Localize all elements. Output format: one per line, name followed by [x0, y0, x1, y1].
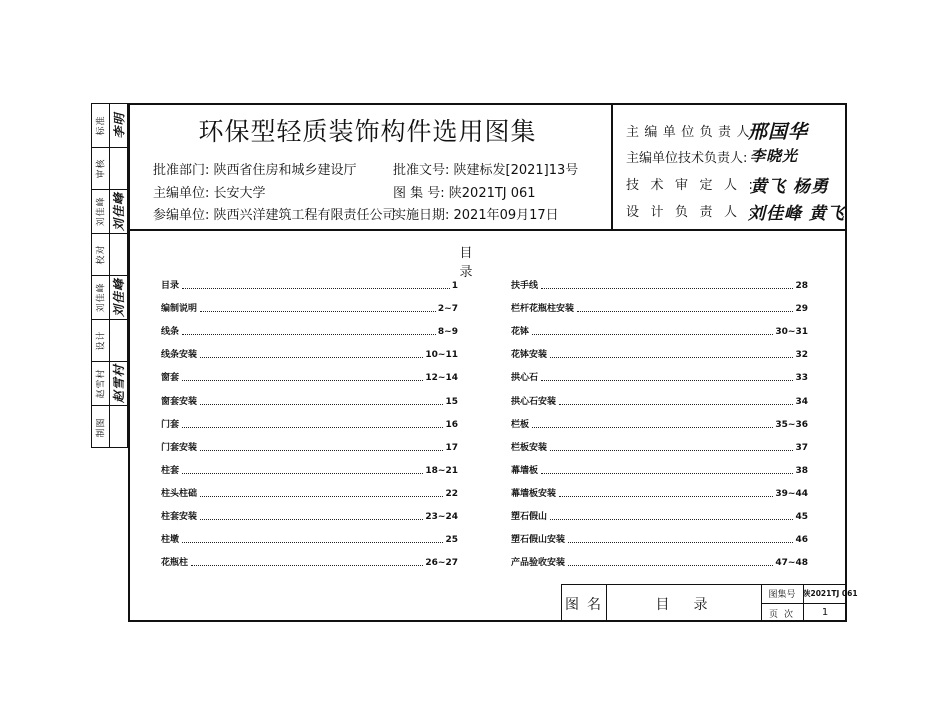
toc-leader-dots [200, 311, 436, 312]
toc-entry-page: 29 [795, 304, 808, 314]
sign-strip-cell [91, 103, 128, 147]
toc-entry-name: 花钵 [511, 327, 530, 337]
toc-leader-dots [200, 450, 443, 451]
toc-entry-page: 25 [445, 535, 458, 545]
toc-leader-dots [568, 565, 773, 566]
sign-strip-label: 制图 [96, 416, 107, 438]
toc-entry[interactable] [161, 393, 458, 407]
header-bottom-line [128, 229, 847, 231]
approval-doc: 批准文号: 陕建标发[2021]13号 [393, 163, 579, 178]
atlas-no-label: 图集号 [768, 590, 796, 600]
toc-entry-name: 栏板安装 [511, 443, 548, 453]
toc-entry-page: 26~27 [425, 558, 458, 568]
toc-entry-page: 1 [451, 281, 458, 291]
toc-entry[interactable] [511, 277, 808, 291]
toc-leader-dots [550, 519, 793, 520]
toc-entry-page: 32 [795, 350, 808, 360]
toc-entry[interactable] [161, 300, 458, 314]
toc-entry-name: 塑石假山 [511, 512, 548, 522]
sign-strip-signature: 赵雪村 [112, 363, 127, 404]
toc-entry-page: 37 [795, 443, 808, 453]
sign-strip-label: 刘佳峰 [96, 282, 107, 313]
toc-entry[interactable] [161, 369, 458, 383]
sign-strip-label: 设计 [96, 330, 107, 351]
chief-unit-head-label: 主编单位负责人: [626, 125, 765, 140]
toc-entry[interactable] [511, 462, 808, 476]
toc-entry-name: 幕墙板 [511, 466, 539, 476]
toc-entry-page: 22 [445, 489, 458, 499]
sign-strip-label: 刘佳峰 [96, 196, 107, 227]
toc-entry-page: 16 [445, 420, 458, 430]
toc-entry-page: 2~7 [437, 304, 458, 314]
sign-strip-label: 赵雪村 [96, 368, 107, 399]
sign-strip-cell [91, 189, 128, 233]
sign-strip-signature [109, 148, 128, 189]
toc-entry-page: 12~14 [425, 373, 458, 383]
toc-leader-dots [550, 357, 793, 358]
drawing-name-label: 图名 [565, 597, 609, 613]
chief-unit: 主编单位: 长安大学 [153, 186, 266, 201]
toc-entry-name: 柱头柱础 [161, 489, 198, 499]
technical-reviewer-signature: 黄飞 杨勇 [750, 177, 829, 197]
sign-strip-signature: 刘佳峰 [112, 191, 127, 232]
toc-entry[interactable] [161, 277, 458, 291]
drawing-name: 目录 [655, 597, 732, 613]
technical-head-label: 主编单位技术负责人: [626, 151, 748, 166]
toc-entry-page: 8~9 [437, 327, 458, 337]
sign-strip-cell [91, 147, 128, 189]
sign-strip-cell [91, 233, 128, 275]
toc-entry[interactable] [511, 300, 808, 314]
toc-entry[interactable] [161, 323, 458, 337]
toc-entry[interactable] [511, 323, 808, 337]
toc-leader-dots [541, 380, 793, 381]
toc-leader-dots [532, 427, 773, 428]
toc-entry-page: 34 [795, 397, 808, 407]
toc-entry[interactable] [161, 508, 458, 522]
toc-entry[interactable] [511, 369, 808, 383]
toc-entry-name: 栏杆花瓶柱安装 [511, 304, 575, 314]
toc-entry-page: 33 [795, 373, 808, 383]
toc-leader-dots [559, 496, 773, 497]
sign-strip-signature: 李明 [112, 111, 127, 139]
toc-entry-page: 38 [795, 466, 808, 476]
toc-entry-page: 45 [795, 512, 808, 522]
toc-entry[interactable] [161, 462, 458, 476]
toc-leader-dots [182, 473, 423, 474]
toc-entry[interactable] [161, 531, 458, 545]
toc-entry[interactable] [511, 554, 808, 568]
toc-entry-name: 栏板 [511, 420, 530, 430]
atlas-title: 环保型轻质装饰构件选用图集 [198, 117, 537, 146]
toc-entry-name: 花钵安装 [511, 350, 548, 360]
toc-entry[interactable] [511, 439, 808, 453]
toc-entry[interactable] [161, 439, 458, 453]
toc-entry[interactable] [511, 485, 808, 499]
toc-entry[interactable] [511, 531, 808, 545]
page-no-label: 页次 [768, 610, 799, 620]
toc-entry-page: 47~48 [775, 558, 808, 568]
toc-entry-page: 17 [445, 443, 458, 453]
approval-dept: 批准部门: 陕西省住房和城乡建设厅 [153, 163, 357, 178]
toc-entry-name: 拱心石 [511, 373, 539, 383]
toc-entry-name: 塑石假山安装 [511, 535, 566, 545]
toc-entry-page: 46 [795, 535, 808, 545]
design-lead-label: 设计负责人: [626, 205, 765, 220]
toc-entry[interactable] [161, 416, 458, 430]
toc-leader-dots [182, 380, 423, 381]
co-editor-unit: 参编单位: 陕西兴洋建筑工程有限责任公司 [153, 208, 396, 223]
header-divider [611, 103, 613, 230]
sign-strip-signature: 刘佳峰 [112, 277, 127, 318]
toc-entry-page: 39~44 [775, 489, 808, 499]
toc-entry[interactable] [511, 508, 808, 522]
toc-entry-name: 目录 [161, 281, 180, 291]
toc-entry-page: 15 [445, 397, 458, 407]
sign-strip-cell [91, 319, 128, 361]
toc-leader-dots [200, 404, 443, 405]
toc-entry-name: 窗套 [161, 373, 180, 383]
toc-entry-name: 线条 [161, 327, 180, 337]
sign-strip-signature [109, 234, 128, 275]
toc-leader-dots [568, 542, 793, 543]
design-lead-signature: 刘佳峰 黄飞 [748, 204, 845, 224]
toc-leader-dots [182, 542, 443, 543]
toc-entry[interactable] [511, 416, 808, 430]
sign-strip-cell [91, 361, 128, 405]
toc-entry-name: 线条安装 [161, 350, 198, 360]
toc-leader-dots [182, 427, 443, 428]
toc-entry-page: 28 [795, 281, 808, 291]
toc-entry-name: 柱墩 [161, 535, 180, 545]
page-no-value: 1 [821, 607, 829, 618]
technical-head-signature: 李晓光 [750, 147, 799, 165]
toc-entry-name: 门套 [161, 420, 180, 430]
toc-entry-name: 产品验收安装 [511, 558, 566, 568]
technical-reviewer-label: 技术审定人: [626, 178, 765, 193]
atlas-number: 图 集 号: 陕2021TJ 061 [393, 186, 536, 201]
toc-leader-dots [532, 334, 773, 335]
sign-strip-label: 标准 [96, 114, 107, 136]
toc-heading: 目录 [459, 246, 501, 280]
atlas-no-value: 陕2021TJ 061 [803, 589, 858, 598]
sign-strip-signature [109, 406, 128, 448]
toc-leader-dots [182, 288, 450, 289]
toc-entry[interactable] [511, 393, 808, 407]
toc-entry-name: 拱心石安装 [511, 397, 557, 407]
toc-leader-dots [559, 404, 793, 405]
toc-entry[interactable] [161, 554, 458, 568]
toc-entry-name: 门套安装 [161, 443, 198, 453]
sign-strip-signature [109, 320, 128, 361]
toc-entry-page: 10~11 [425, 350, 458, 360]
toc-leader-dots [541, 288, 793, 289]
toc-entry-page: 23~24 [425, 512, 458, 522]
sign-strip-label: 审核 [96, 158, 107, 179]
toc-leader-dots [200, 519, 423, 520]
toc-leader-dots [550, 450, 793, 451]
toc-entry-name: 柱套安装 [161, 512, 198, 522]
toc-leader-dots [200, 496, 443, 497]
toc-entry-page: 35~36 [775, 420, 808, 430]
sign-strip-label: 校对 [96, 244, 107, 265]
toc-leader-dots [191, 565, 423, 566]
toc-entry-page: 30~31 [775, 327, 808, 337]
toc-leader-dots [200, 357, 423, 358]
toc-entry-name: 柱套 [161, 466, 180, 476]
toc-entry-name: 花瓶柱 [161, 558, 189, 568]
toc-entry-page: 18~21 [425, 466, 458, 476]
implementation-date: 实施日期: 2021年09月17日 [393, 208, 559, 223]
toc-entry-name: 窗套安装 [161, 397, 198, 407]
toc-leader-dots [182, 334, 436, 335]
sign-strip-cell [91, 275, 128, 319]
toc-entry[interactable] [161, 485, 458, 499]
sign-strip-cell [91, 405, 128, 448]
toc-leader-dots [577, 311, 793, 312]
toc-entry[interactable] [161, 346, 458, 360]
toc-entry-name: 编制说明 [161, 304, 198, 314]
toc-entry[interactable] [511, 346, 808, 360]
toc-entry-name: 幕墙板安装 [511, 489, 557, 499]
toc-leader-dots [541, 473, 793, 474]
chief-unit-head-signature: 邢国华 [748, 121, 809, 143]
toc-entry-name: 扶手线 [511, 281, 539, 291]
